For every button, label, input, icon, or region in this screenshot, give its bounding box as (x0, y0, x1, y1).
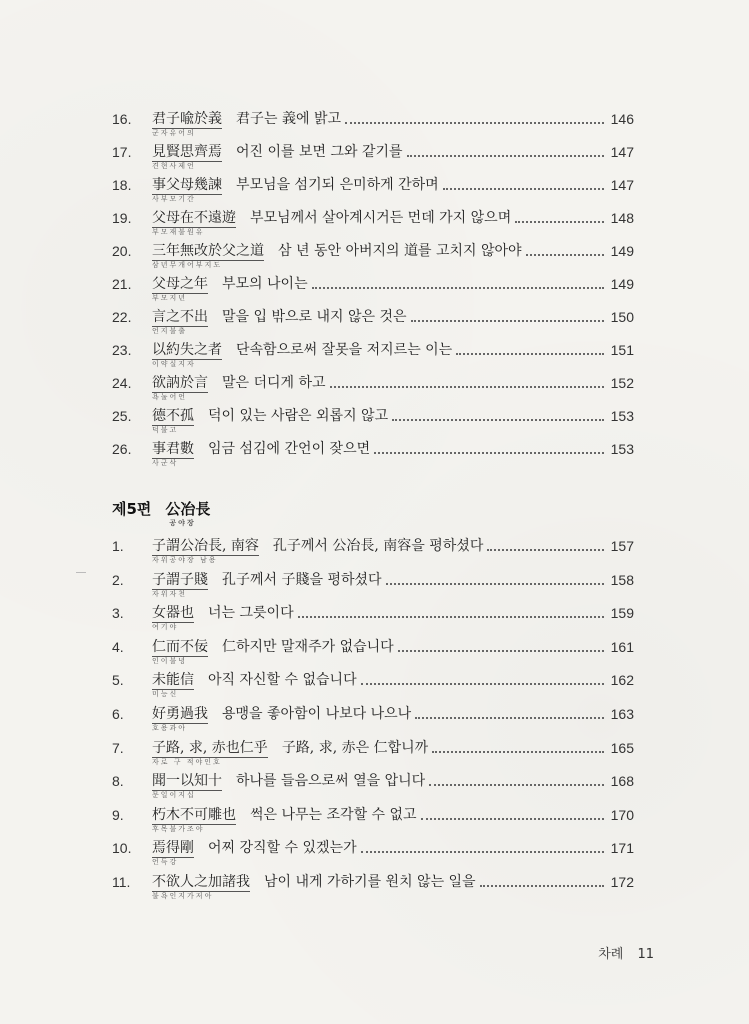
toc-entry (112, 537, 634, 565)
entry-hanja (152, 739, 268, 766)
entry-number: 7. (112, 739, 124, 756)
entry-hanja-text: 好勇過我 (152, 706, 208, 722)
entry-reading: 욕눌어언 (152, 393, 188, 401)
entry-number: 2. (112, 571, 124, 588)
entry-description: 어찌 강직할 수 있겠는가 (208, 840, 357, 857)
entry-hanja (152, 242, 264, 269)
entry-hanja (152, 806, 236, 833)
dot-leader (411, 308, 604, 322)
dot-leader (515, 209, 604, 223)
entry-hanja-text: 見賢思齊焉 (152, 144, 222, 160)
dot-leader (361, 671, 604, 685)
entry-page-number: 163 (610, 706, 634, 722)
entry-reading: 자위공야장 남용 (152, 556, 218, 564)
dot-leader (429, 772, 604, 786)
entry-hanja (152, 671, 194, 699)
entry-description: 하나를 들음으로써 열을 압니다 (236, 773, 426, 790)
entry-number: 10. (112, 840, 132, 857)
entry-page-number: 170 (610, 806, 634, 823)
toc-entry (112, 839, 634, 867)
dot-leader (480, 873, 604, 887)
entry-page-number: 151 (610, 342, 634, 358)
entry-reading: 사군삭 (152, 459, 179, 467)
entry-description: 孔子께서 子賤을 평하셨다 (222, 571, 382, 588)
entry-reading: 불욕인지가저아 (152, 892, 214, 900)
dot-leader (407, 143, 604, 157)
entry-number: 11. (112, 874, 131, 890)
entry-page-number: 152 (610, 375, 634, 391)
entry-page-number: 171 (610, 840, 634, 857)
entry-description: 용맹을 좋아함이 나보다 나으나 (222, 706, 412, 722)
entry-number: 19. (112, 210, 132, 226)
entry-number: 4. (112, 638, 124, 655)
dot-leader (487, 537, 604, 551)
entry-description: 부모님을 섬기되 은미하게 간하며 (236, 177, 439, 193)
entry-reading: 후목불가조야 (152, 824, 205, 833)
entry-reading: 자로 구 적야인호 (152, 757, 222, 766)
dot-leader (398, 638, 604, 652)
entry-number: 16. (112, 111, 132, 127)
entry-page-number: 153 (610, 441, 634, 457)
entry-description: 말을 입 밖으로 내지 않은 것은 (222, 309, 407, 325)
dot-leader (330, 374, 604, 388)
entry-reading: 군자유어의 (152, 129, 196, 137)
entry-number: 21. (112, 276, 132, 292)
entry-number: 22. (112, 309, 132, 325)
entry-hanja (152, 209, 236, 236)
entry-hanja-text: 子路, 求, 赤也仁乎 (152, 739, 268, 756)
entry-number: 5. (112, 672, 124, 689)
entry-page-number: 172 (610, 874, 634, 890)
toc-entry (112, 671, 634, 699)
entry-hanja-text: 父母之年 (152, 276, 208, 292)
dot-leader (392, 407, 604, 421)
entry-hanja-text: 欲訥於言 (152, 375, 208, 391)
entry-reading: 삼년무개어부지도 (152, 261, 223, 269)
entry-number: 24. (112, 375, 132, 391)
entry-page-number: 147 (610, 144, 634, 160)
margin-mark (76, 572, 86, 573)
entry-page-number: 149 (610, 243, 634, 259)
toc-entry (112, 308, 634, 336)
toc-entry (112, 242, 634, 270)
entry-reading: 호용과아 (152, 724, 188, 732)
entry-number: 8. (112, 773, 124, 790)
entry-page-number: 161 (610, 638, 634, 655)
entry-page-number: 159 (610, 605, 634, 622)
entry-hanja-text: 君子喩於義 (152, 111, 222, 127)
entry-description: 부모님께서 살아계시거든 먼데 가지 않으며 (250, 210, 512, 226)
toc-entry (112, 407, 634, 435)
toc-entry (112, 772, 634, 800)
dot-leader (421, 806, 604, 820)
entry-hanja-text: 未能信 (152, 672, 194, 689)
entry-page-number: 146 (610, 111, 634, 127)
toc-entry (112, 440, 634, 468)
dot-leader (361, 839, 604, 853)
dot-leader (374, 440, 604, 454)
entry-page-number: 149 (610, 276, 634, 292)
page-footer (598, 943, 654, 962)
entry-hanja (152, 308, 208, 335)
entry-description: 임금 섬김에 간언이 잦으면 (208, 441, 371, 457)
entry-reading: 언지불출 (152, 327, 188, 335)
entry-hanja (152, 143, 222, 170)
entry-description: 부모의 나이는 (222, 276, 308, 292)
entry-hanja-text: 聞一以知十 (152, 773, 222, 790)
entry-number: 1. (112, 538, 124, 554)
entry-description: 남이 내게 가하기를 원치 않는 일을 (264, 874, 476, 890)
entry-hanja-text: 朽木不可雕也 (152, 806, 236, 823)
entry-reading: 사부모기간 (152, 195, 196, 203)
entry-hanja-text: 女器也 (152, 605, 194, 622)
entry-hanja-text: 子謂子賤 (152, 571, 208, 588)
entry-number: 18. (112, 177, 132, 193)
entry-hanja-text: 焉得剛 (152, 840, 194, 857)
section-heading (112, 500, 210, 530)
entry-hanja (152, 110, 222, 137)
section-label: 제5편 (112, 500, 152, 518)
toc-entry (112, 604, 634, 632)
entry-hanja (152, 537, 259, 564)
toc-entry (112, 110, 634, 138)
entry-reading: 자위자천 (152, 589, 188, 598)
section-title (165, 500, 211, 527)
toc-entry (112, 341, 634, 369)
entry-hanja (152, 571, 208, 598)
entry-description: 아직 자신할 수 없습니다 (208, 672, 357, 689)
entry-hanja (152, 772, 222, 800)
entry-description: 너는 그릇이다 (208, 605, 294, 622)
entry-description: 孔子께서 公冶長, 南容을 평하셨다 (272, 538, 484, 554)
entry-reading: 이약실지자 (152, 360, 196, 368)
entry-reading: 문일이지십 (152, 791, 196, 800)
dot-leader (443, 176, 604, 190)
entry-number: 9. (112, 806, 124, 823)
dot-leader (432, 739, 604, 753)
entry-hanja (152, 275, 208, 302)
toc-entry (112, 705, 634, 733)
entry-hanja (152, 705, 208, 732)
entry-reading: 부모재불원유 (152, 228, 205, 236)
entry-reading: 인이불녕 (152, 656, 188, 665)
toc-entry (112, 739, 634, 767)
entry-description: 삼 년 동안 아버지의 道를 고치지 않아야 (278, 243, 522, 259)
entry-hanja (152, 440, 194, 467)
entry-hanja-text: 父母在不遠遊 (152, 210, 236, 226)
entry-number: 23. (112, 342, 132, 358)
entry-description: 덕이 있는 사람은 외롭지 않고 (208, 408, 389, 424)
entry-page-number: 162 (610, 672, 634, 689)
toc-entry (112, 374, 634, 402)
entry-page-number: 147 (610, 177, 634, 193)
entry-hanja-text: 仁而不佞 (152, 638, 208, 655)
entry-number: 20. (112, 243, 132, 259)
entry-page-number: 148 (610, 210, 634, 226)
entry-number: 3. (112, 605, 124, 622)
toc-entry (112, 209, 634, 237)
entry-hanja (152, 341, 222, 368)
entry-hanja-text: 言之不出 (152, 309, 208, 325)
section-title-reading: 공야장 (169, 519, 196, 527)
entry-description: 말은 더디게 하고 (222, 375, 326, 391)
entry-description: 仁하지만 말재주가 없습니다 (222, 638, 394, 655)
entry-page-number: 168 (610, 773, 634, 790)
entry-hanja-text: 以約失之者 (152, 342, 222, 358)
entry-description: 어진 이를 보면 그와 같기를 (236, 144, 403, 160)
entry-reading: 덕불고 (152, 426, 179, 434)
entry-hanja (152, 374, 208, 401)
section-title-text: 公冶長 (165, 500, 211, 518)
toc-entry (112, 571, 634, 599)
dot-leader (415, 705, 604, 719)
toc-entry (112, 638, 634, 666)
dot-leader (386, 571, 604, 585)
dot-leader (312, 275, 604, 289)
footer-page-number: 11 (637, 947, 654, 962)
entry-hanja-text: 德不孤 (152, 408, 194, 424)
entry-hanja (152, 873, 250, 900)
entry-number: 26. (112, 441, 132, 457)
entry-page-number: 153 (610, 408, 634, 424)
entry-hanja-text: 不欲人之加諸我 (152, 874, 250, 890)
entry-hanja (152, 604, 194, 632)
toc-entry (112, 176, 634, 204)
entry-reading: 여기야 (152, 623, 179, 632)
entry-hanja (152, 839, 194, 867)
entry-reading: 미능신 (152, 690, 179, 699)
dot-leader (345, 110, 604, 124)
toc-entry (112, 873, 634, 901)
entry-hanja-text: 三年無改於父之道 (152, 243, 264, 259)
entry-number: 25. (112, 408, 132, 424)
entry-reading: 부모지년 (152, 294, 188, 302)
entry-reading: 견현사제언 (152, 162, 196, 170)
toc-entry (112, 806, 634, 834)
entry-page-number: 165 (610, 739, 634, 756)
footer-label: 차례 (598, 947, 624, 962)
entry-page-number: 158 (610, 571, 634, 588)
entry-description: 썩은 나무는 조각할 수 없고 (250, 806, 417, 823)
entry-page-number: 157 (610, 538, 634, 554)
entry-hanja (152, 407, 194, 434)
entry-description: 君子는 義에 밝고 (236, 111, 341, 127)
entry-hanja-text: 事君數 (152, 441, 194, 457)
entry-hanja-text: 子謂公冶長, 南容 (152, 538, 259, 554)
entry-hanja-text: 事父母幾諫 (152, 177, 222, 193)
dot-leader (298, 604, 604, 618)
dot-leader (456, 341, 604, 355)
entry-hanja (152, 176, 222, 203)
entry-hanja (152, 638, 208, 665)
dot-leader (526, 242, 604, 256)
entry-reading: 언득강 (152, 858, 179, 867)
entry-description: 子路, 求, 赤은 仁합니까 (281, 739, 429, 756)
entry-number: 17. (112, 144, 132, 160)
toc-entry (112, 275, 634, 303)
entry-number: 6. (112, 706, 124, 722)
entry-page-number: 150 (610, 309, 634, 325)
entry-description: 단속함으로써 잘못을 저지르는 이는 (236, 342, 453, 358)
toc-entry (112, 143, 634, 171)
